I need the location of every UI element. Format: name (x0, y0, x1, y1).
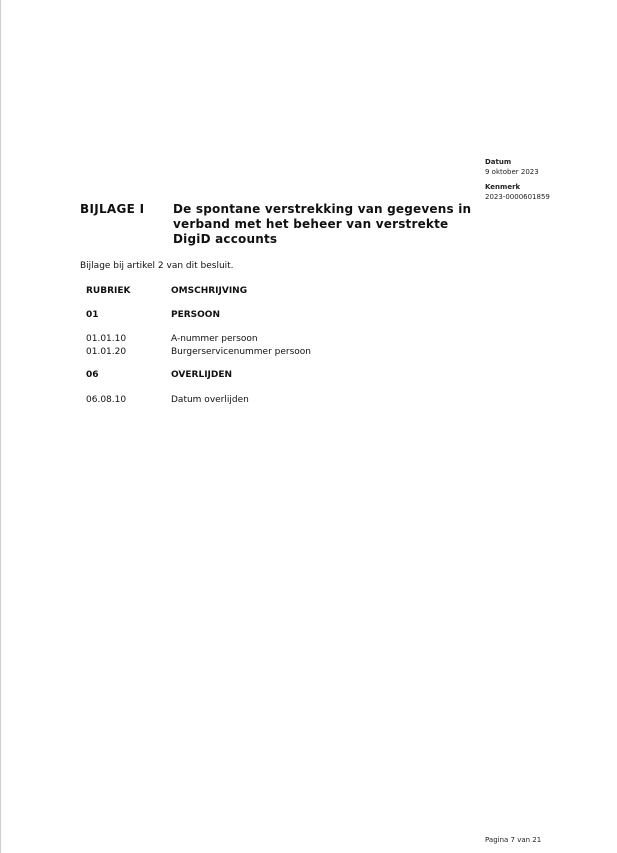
group-name: OVERLIJDEN (171, 370, 233, 380)
table-row (86, 346, 466, 359)
kenmerk-label: Kenmerk (485, 183, 521, 191)
group-name: PERSOON (171, 309, 220, 320)
group-code: 01 (86, 309, 99, 320)
annex-title: De spontane verstrekking van gegevens in verband met het beheer van verstrekte DigiD accounts (173, 202, 472, 246)
header-rubriek: RUBRIEK (86, 286, 131, 296)
annex-label: BIJLAGE I (80, 202, 145, 216)
row-omschrijving: Datum overlijden (171, 394, 249, 405)
table-row (86, 394, 466, 407)
group-code: 06 (86, 370, 99, 380)
document-meta (485, 157, 550, 202)
row-rubriek: 01.01.20 (86, 346, 127, 357)
datum-label: Datum (485, 158, 512, 166)
intro-text: Bijlage bij artikel 2 van dit besluit. (80, 261, 234, 271)
header-omschrijving: OMSCHRIJVING (171, 286, 248, 296)
rubriek-table (86, 285, 466, 406)
row-rubriek: 06.08.10 (86, 394, 127, 405)
datum-value: 9 oktober 2023 (485, 168, 539, 176)
group-row (86, 369, 466, 382)
table-row (86, 333, 466, 346)
page-edge (0, 0, 1, 853)
row-rubriek: 01.01.10 (86, 334, 127, 344)
row-omschrijving: Burgerservicenummer persoon (171, 346, 312, 357)
row-omschrijving: A-nummer persoon (171, 334, 258, 344)
page-number: Pagina 7 van 21 (485, 836, 542, 844)
table-header (86, 285, 466, 298)
kenmerk-value: 2023-0000601859 (485, 193, 550, 201)
group-row (86, 309, 466, 322)
